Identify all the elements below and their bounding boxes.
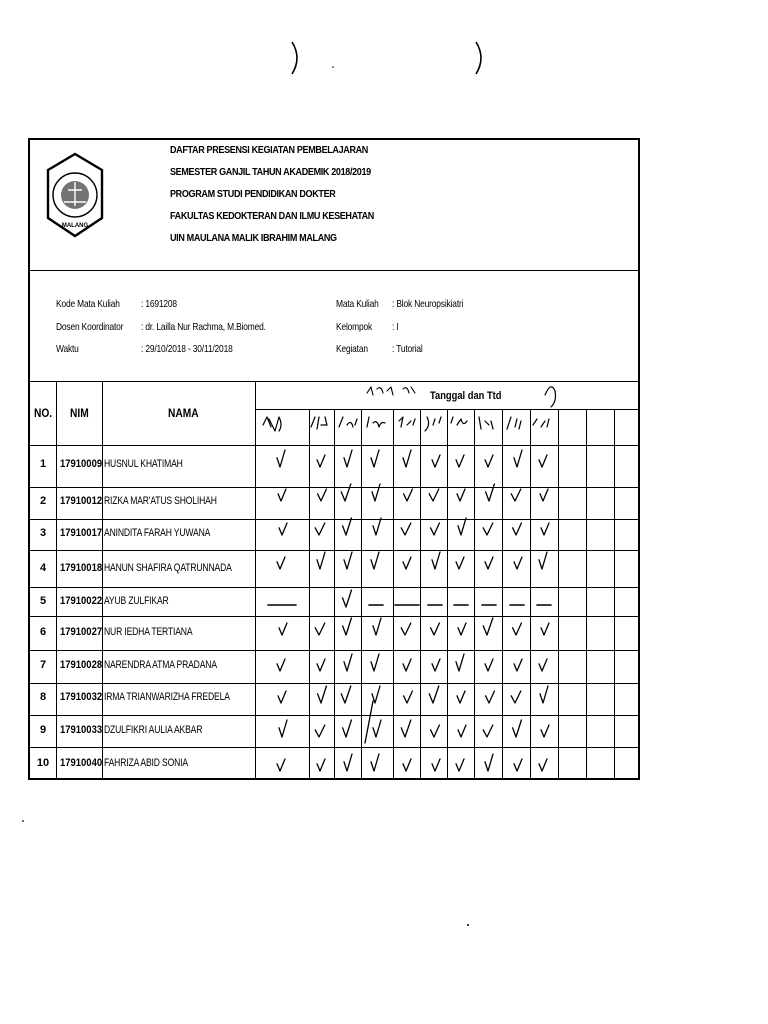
row-8-nama: IRMA TRIANWARIZHA FREDELA <box>104 691 230 703</box>
row-2-nim: 17910012 <box>60 495 103 507</box>
row-1-no: 1 <box>39 458 47 470</box>
row-10-no: 10 <box>36 757 50 769</box>
row-10-nama: FAHRIZA ABID SONIA <box>104 757 188 769</box>
column-header-no: NO. <box>34 406 53 420</box>
row-3-nama: ANINDITA FARAH YUWANA <box>104 527 211 539</box>
scan-mark-top <box>280 38 500 80</box>
column-header-tanggal: Tanggal dan Ttd <box>430 390 502 402</box>
header-line-1: DAFTAR PRESENSI KEGIATAN PEMBELAJARAN <box>170 144 368 156</box>
info-label-matkul: Mata Kuliah <box>336 298 379 310</box>
info-value-kode: : 1691208 <box>141 298 177 310</box>
info-label-waktu: Waktu <box>56 343 79 355</box>
row-3-no: 3 <box>39 527 47 539</box>
row-6-nama: NUR IEDHA TERTIANA <box>104 626 193 638</box>
info-label-kode: Kode Mata Kuliah <box>56 298 120 310</box>
row-1-nama: HUSNUL KHATIMAH <box>104 458 183 470</box>
info-value-dosen: : dr. Lailla Nur Rachma, M.Biomed. <box>141 321 266 333</box>
info-value-kegiatan: : Tutorial <box>392 343 423 355</box>
attendance-form <box>28 138 640 780</box>
info-label-kelompok: Kelompok <box>336 321 373 333</box>
row-3-nim: 17910017 <box>60 527 103 539</box>
row-4-nama: HANUN SHAFIRA QATRUNNADA <box>104 562 232 574</box>
header-line-2: SEMESTER GANJIL TAHUN AKADEMIK 2018/2019 <box>170 166 371 178</box>
header-line-4: FAKULTAS KEDOKTERAN DAN ILMU KESEHATAN <box>170 210 374 222</box>
row-10-nim: 17910040 <box>60 757 103 769</box>
info-value-matkul: : Blok Neuropsikiatri <box>392 298 464 310</box>
column-header-nama: NAMA <box>168 406 199 420</box>
scan-dot <box>20 818 26 824</box>
row-7-nim: 17910028 <box>60 659 103 671</box>
row-8-nim: 17910032 <box>60 691 103 703</box>
info-label-kegiatan: Kegiatan <box>336 343 368 355</box>
row-6-no: 6 <box>39 626 47 638</box>
row-8-no: 8 <box>39 691 47 703</box>
row-6-nim: 17910027 <box>60 626 103 638</box>
row-9-nim: 17910033 <box>60 724 103 736</box>
header-line-5: UIN MAULANA MALIK IBRAHIM MALANG <box>170 232 337 244</box>
row-5-no: 5 <box>39 595 47 607</box>
row-9-no: 9 <box>39 724 47 736</box>
info-label-dosen: Dosen Koordinator <box>56 321 124 333</box>
info-value-waktu: : 29/10/2018 - 30/11/2018 <box>141 343 233 355</box>
row-9-nama: DZULFIKRI AULIA AKBAR <box>104 724 203 736</box>
row-2-nama: RIZKA MAR'ATUS SHOLIHAH <box>104 495 217 507</box>
row-2-no: 2 <box>39 495 47 507</box>
svg-text:MALANG: MALANG <box>61 223 89 229</box>
row-7-nama: NARENDRA ATMA PRADANA <box>104 659 217 671</box>
row-4-no: 4 <box>39 562 47 574</box>
info-value-kelompok: : I <box>392 321 399 333</box>
row-5-nim: 17910022 <box>60 595 103 607</box>
header-line-3: PROGRAM STUDI PENDIDIKAN DOKTER <box>170 188 336 200</box>
row-4-nim: 17910018 <box>60 562 103 574</box>
row-7-no: 7 <box>39 659 47 671</box>
university-seal-icon <box>44 150 106 242</box>
column-header-nim: NIM <box>70 406 89 420</box>
row-5-nama: AYUB ZULFIKAR <box>104 595 169 607</box>
scan-dot <box>465 922 471 928</box>
row-1-nim: 17910009 <box>60 458 103 470</box>
